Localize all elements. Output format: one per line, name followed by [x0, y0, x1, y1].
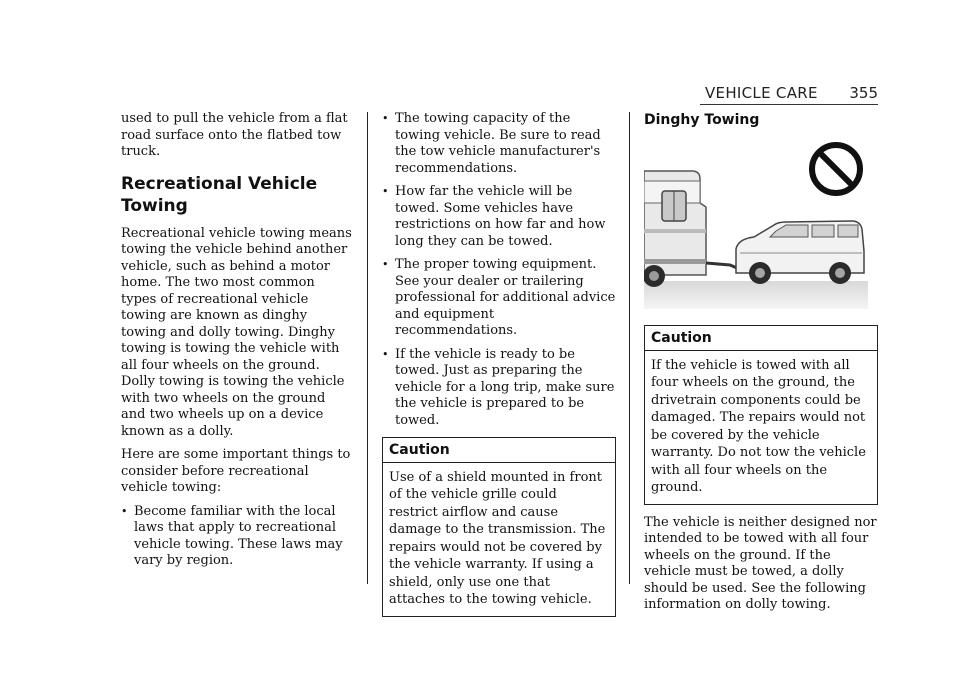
column-3 [644, 111, 878, 621]
caution-title: Caution [645, 326, 877, 351]
intro-paragraph: used to pull the vehicle from a flat road surface onto the flatbed tow truck. [121, 111, 348, 159]
bullet-icon: • [382, 112, 389, 125]
list-item [382, 184, 616, 250]
suv-icon [736, 221, 864, 284]
bullet-icon: • [121, 504, 128, 518]
caution-text: Use of a shield mounted in front of the vehicle grille could restrict airflow and cause damage to the transmission. The repairs would not be covered by the vehicle warranty. If using a shield, only use one that attaches to the towing vehicle. [389, 469, 606, 607]
towing-illustration-svg [644, 141, 868, 309]
list-item-text: The proper towing equipment. See your dealer or trailering professional for additional advice and equipment recommendations. [395, 257, 616, 338]
list-item [382, 111, 616, 177]
recreational-towing-heading: Recreational Vehicle Towing [121, 173, 318, 216]
list-item-text: The towing capacity of the towing vehicle. Be sure to read the tow vehicle manufacturer's recommendations. [395, 111, 601, 176]
list-item-text: Become familiar with the local laws that apply to recreational vehicle towing. These laws may vary by region. [134, 503, 343, 568]
list-item-text: If the vehicle is ready to be towed. Just as preparing the vehicle for a long trip, make sure the vehicle is prepared to be towed. [395, 346, 615, 428]
dinghy-towing-illustration [644, 141, 868, 309]
list-item [382, 257, 616, 340]
column-divider-2 [629, 112, 630, 584]
list-item-text: How far the vehicle will be towed. Some vehicles have restrictions on how far and how long they can be towed. [395, 184, 606, 249]
section-title: VEHICLE CARE [705, 84, 818, 102]
column-1 [121, 111, 353, 577]
column-2 [382, 111, 616, 617]
motorhome-icon [644, 171, 706, 287]
caution-box-dinghy [644, 325, 878, 505]
bullet-icon: • [382, 185, 389, 198]
prohibition-icon [812, 145, 860, 193]
caution-text: If the vehicle is towed with all four wheels on the ground, the drivetrain components could be damaged. The repairs would not be covered by the vehicle warranty. Do not tow the vehicle with all four wheels on the ground. [651, 357, 866, 495]
considerations-list [121, 504, 353, 570]
caution-title: Caution [383, 438, 615, 463]
bullet-icon: • [382, 347, 389, 361]
recreational-paragraph-1: Recreational vehicle towing means towing the vehicle behind another vehicle, such as behind a motor home. The two most common types of recreational vehicle towing are known as dinghy towing and dolly towing. Dinghy towing is towing the vehicle with all four wheels on the ground. Dolly towing is towing the vehicle with two wheels on the ground and two wheels up on a device known as a dolly. [121, 225, 352, 439]
considerations-list-continued [382, 111, 616, 429]
recreational-paragraph-2: Here are some important things to consider before recreational vehicle towing: [121, 447, 351, 495]
list-item [382, 347, 616, 430]
dinghy-towing-heading: Dinghy Towing [644, 112, 760, 128]
header-rule [700, 104, 878, 105]
list-item [121, 504, 353, 570]
caution-box-shield [382, 437, 616, 617]
page-number: 355 [849, 84, 878, 102]
ground-surface [644, 281, 868, 309]
dinghy-paragraph: The vehicle is neither designed nor intended to be towed with all four wheels on the ground. If the vehicle must be towed, a dolly should be used. See the following information on dolly towing. [644, 514, 877, 612]
bullet-icon: • [382, 258, 389, 271]
column-divider-1 [367, 112, 368, 584]
